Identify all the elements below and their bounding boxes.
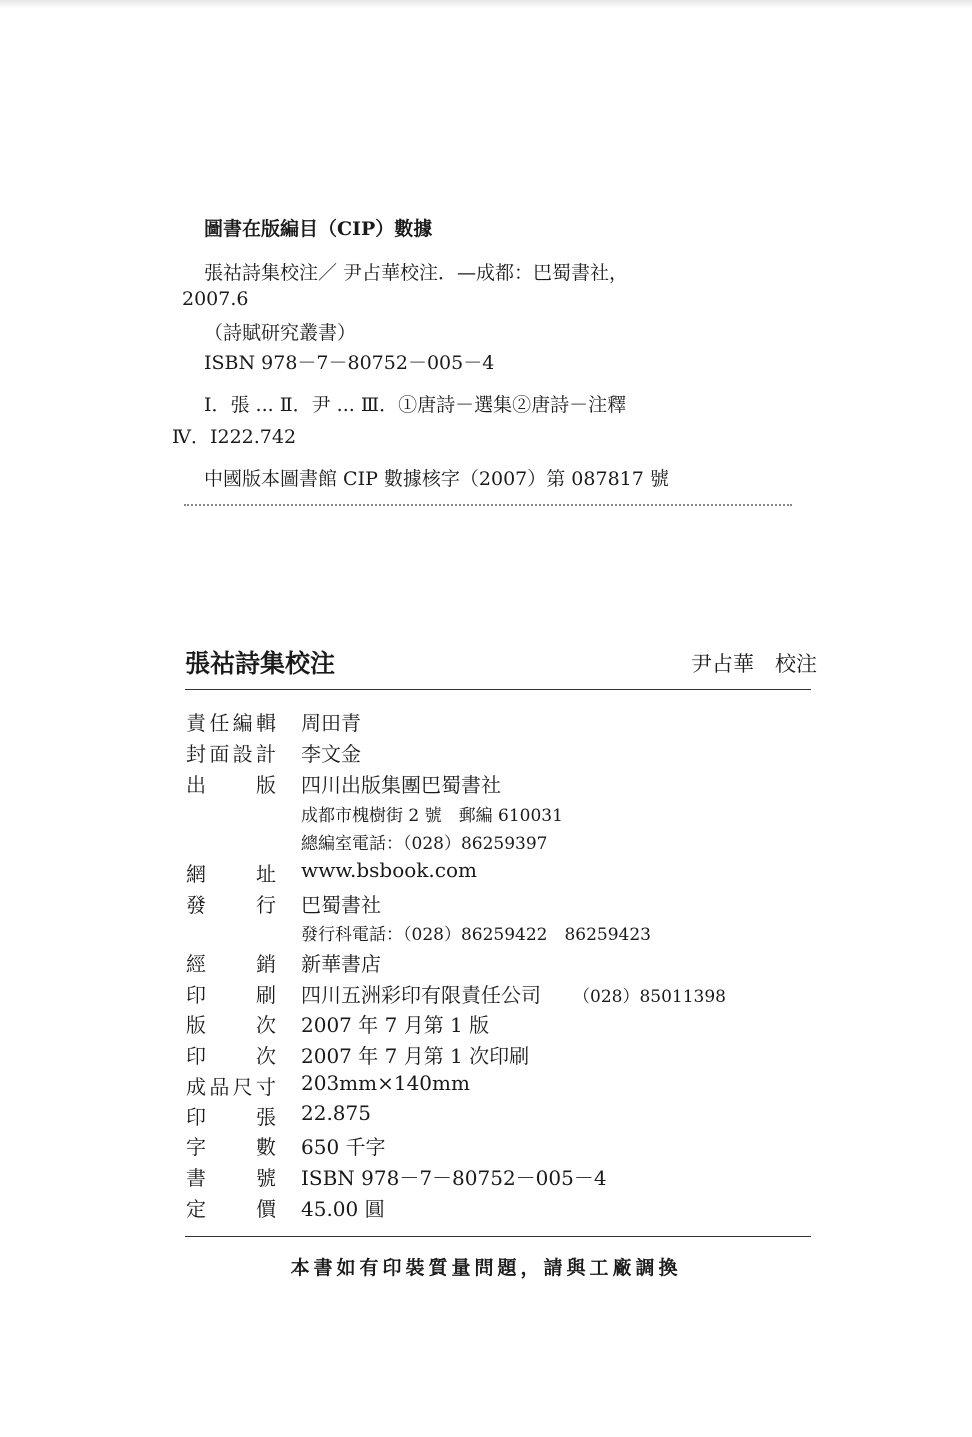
- info-value-text: www.bsbook.com: [301, 858, 477, 882]
- info-value: [301, 801, 563, 826]
- book-title: 張祜詩集校注: [185, 649, 336, 678]
- info-value-text: 2007 年 7 月第 1 次印刷: [301, 1044, 530, 1068]
- info-value: [301, 1101, 371, 1125]
- info-value-text: 650 千字: [301, 1135, 386, 1159]
- info-value: [301, 1162, 607, 1191]
- info-label: 成 品 尺 寸: [186, 1075, 276, 1099]
- info-value: [301, 1071, 470, 1095]
- scan-edge: [0, 0, 972, 8]
- info-value: [301, 1131, 386, 1160]
- cip-series-line: （詩賦研究叢書）: [204, 322, 357, 344]
- info-value: [301, 979, 726, 1008]
- cip-isbn-line: ISBN 978－7－80752－005－4: [204, 352, 495, 374]
- info-value-text: 新華書店: [301, 952, 381, 976]
- book-author: 尹占華 校注: [691, 652, 817, 676]
- info-value: [301, 858, 477, 882]
- cip-date-line: 2007.6: [182, 288, 249, 310]
- info-value: [301, 1040, 529, 1069]
- info-label: 印 刷: [186, 983, 276, 1007]
- info-value: [301, 889, 381, 918]
- info-value: [301, 769, 501, 798]
- bottom-rule: [185, 1236, 811, 1237]
- info-label: 版 次: [186, 1013, 276, 1037]
- info-value-text: 2007 年 7 月第 1 版: [301, 1013, 490, 1037]
- quality-notice: 本書如有印裝質量問題，請與工廠調換: [290, 1257, 682, 1279]
- info-value: [301, 1009, 489, 1038]
- info-value-text: 周田青: [301, 711, 361, 735]
- info-value: [301, 829, 547, 854]
- info-value-text: ISBN 978－7－80752－005－4: [301, 1166, 607, 1190]
- info-value-text: 總編室電話：（028）86259397: [301, 834, 548, 854]
- info-label: 出 版: [186, 773, 276, 797]
- info-label: 網 址: [186, 862, 276, 886]
- dotted-divider: [184, 504, 792, 506]
- info-value: [301, 707, 361, 736]
- info-value-text: 四川出版集團巴蜀書社: [301, 773, 501, 797]
- info-label: 書 號: [186, 1166, 276, 1190]
- info-value: [301, 948, 381, 977]
- info-value-text: 四川五洲彩印有限責任公司: [301, 983, 541, 1007]
- info-value-text: 巴蜀書社: [301, 893, 381, 917]
- info-value-text: 203mm×140mm: [301, 1071, 470, 1095]
- info-label: 經 銷: [186, 952, 276, 976]
- cip-heading: 圖書在版編目（CIP）數據: [204, 218, 433, 240]
- info-value: [301, 738, 361, 767]
- info-value: [301, 1193, 385, 1222]
- info-label: 印 張: [186, 1105, 276, 1129]
- cip-title-line: 張祜詩集校注／ 尹占華校注．—成都：巴蜀書社，: [204, 262, 629, 284]
- info-value-text: 成都市槐樹街 2 號 郵編 610031: [301, 806, 563, 826]
- info-extra: （028）85011398: [573, 987, 726, 1007]
- cip-record-line: 中國版本圖書館 CIP 數據核字（2007）第 087817 號: [204, 468, 669, 490]
- info-label: 發 行: [186, 893, 276, 917]
- info-label: 印 次: [186, 1044, 276, 1068]
- info-label: 定 價: [186, 1197, 276, 1221]
- info-value-text: 李文金: [301, 742, 361, 766]
- info-value-text: 45.00 圓: [301, 1197, 385, 1221]
- info-label: 責 任 編 輯: [186, 711, 276, 735]
- cip-class-code-line: Ⅳ．I222.742: [172, 426, 297, 448]
- book-title-row: [185, 644, 817, 680]
- info-value: [301, 920, 651, 945]
- cip-class-line: Ⅰ．張 ... Ⅱ．尹 ... Ⅲ．①唐詩－選集②唐詩－注釋: [204, 394, 627, 416]
- info-value-text: 22.875: [301, 1101, 371, 1125]
- info-value-text: 發行科電話：（028）86259422 86259423: [301, 925, 652, 945]
- info-label: 字 數: [186, 1135, 276, 1159]
- info-label: 封 面 設 計: [186, 742, 276, 766]
- title-rule: [185, 689, 811, 690]
